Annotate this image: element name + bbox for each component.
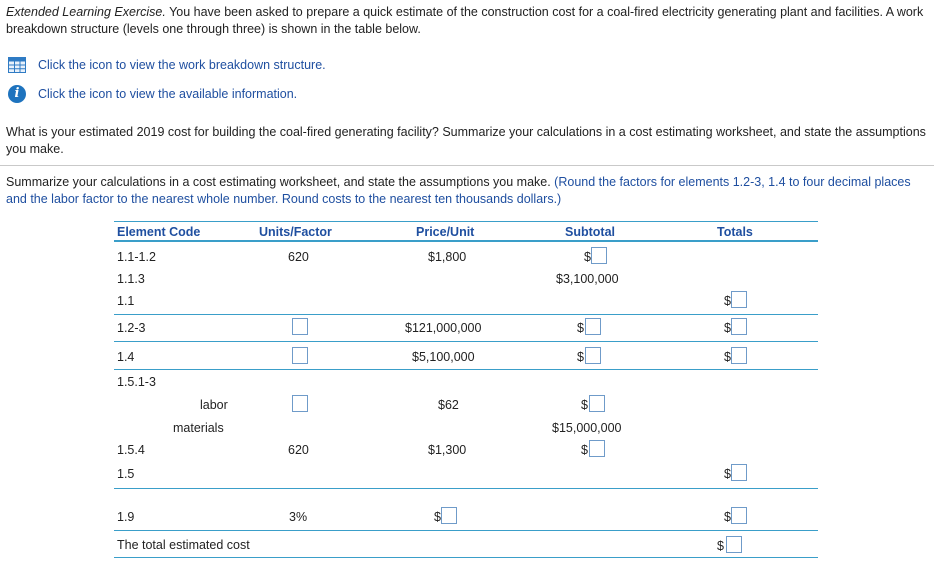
- dollar-sign: $: [577, 321, 584, 335]
- row-code: 1.4: [117, 350, 135, 364]
- divider: [0, 165, 934, 166]
- row-rule: [114, 341, 818, 342]
- intro-body: You have been asked to prepare a quick estimate of the construction cost for a coal-fired electricity generating plant and facilities. A work breakdown structure (levels one through three) is shown in the table below.: [6, 5, 924, 36]
- total-input-1-1[interactable]: [731, 291, 747, 308]
- row-code: 1.1-1.2: [117, 250, 156, 264]
- dollar-sign: $: [581, 443, 588, 457]
- header-rule: [114, 240, 818, 242]
- info-link[interactable]: Click the icon to view the available information.: [38, 87, 298, 101]
- row-units: 620: [288, 250, 309, 264]
- row-price: $121,000,000: [405, 321, 482, 335]
- header-price-unit: Price/Unit: [416, 225, 475, 239]
- wbs-link[interactable]: Click the icon to view the work breakdown structure.: [38, 58, 326, 72]
- row-subtotal: $3,100,000: [556, 272, 619, 286]
- row-code: 1.5.4: [117, 443, 145, 457]
- row-rule: [114, 314, 818, 315]
- row-units: 3%: [289, 510, 308, 524]
- total-input-1-9[interactable]: [731, 507, 747, 524]
- header-totals: Totals: [717, 225, 753, 239]
- dollar-sign: $: [581, 398, 588, 412]
- total-input-1-2-3[interactable]: [731, 318, 747, 335]
- question-text: What is your estimated 2019 cost for building the coal-fired generating facility? Summarize your calculations in a cost estimating worksheet, and state the assumptions you make.: [6, 125, 926, 156]
- subtotal-input-1-4[interactable]: [585, 347, 601, 364]
- table-grid-icon[interactable]: [8, 57, 26, 73]
- row-code: materials: [173, 421, 224, 435]
- row-rule: [114, 530, 818, 531]
- header-units-factor: Units/Factor: [259, 225, 332, 239]
- header-subtotal: Subtotal: [565, 225, 615, 239]
- row-price: $1,300: [428, 443, 467, 457]
- row-rule: [114, 488, 818, 489]
- instruction-note: (Round the factors for elements 1.2-3, 1.4 to four decimal places and the labor factor to the nearest whole number. Round costs to the nearest ten thousands dollars.): [6, 175, 911, 206]
- row-code: 1.5.1-3: [117, 375, 156, 389]
- dollar-sign: $: [724, 510, 731, 524]
- table-top-rule: [114, 221, 818, 222]
- row-price: $1,800: [428, 250, 467, 264]
- factor-input-1-4[interactable]: [292, 347, 308, 364]
- instruction-main: Summarize your calculations in a cost estimating worksheet, and state the assumptions you make.: [6, 175, 551, 189]
- subtotal-input-1-5-4[interactable]: [589, 440, 605, 457]
- total-input-1-5[interactable]: [731, 464, 747, 481]
- intro-text: [6, 4, 928, 38]
- dollar-sign: $: [434, 510, 441, 524]
- total-estimated-cost-input[interactable]: [726, 536, 742, 553]
- subtotal-input-labor[interactable]: [589, 395, 605, 412]
- subtotal-input-1-1-1-2[interactable]: [591, 247, 607, 264]
- row-code: 1.1.3: [117, 272, 145, 286]
- row-price: $62: [438, 398, 459, 412]
- price-input-1-9[interactable]: [441, 507, 457, 524]
- info-icon[interactable]: i: [8, 85, 26, 103]
- dollar-sign: $: [724, 294, 731, 308]
- row-price: $5,100,000: [412, 350, 475, 364]
- dollar-sign: $: [584, 250, 591, 264]
- dollar-sign: $: [717, 539, 724, 553]
- dollar-sign: $: [724, 467, 731, 481]
- row-code: 1.9: [117, 510, 135, 524]
- instruction-text: [6, 174, 928, 208]
- dollar-sign: $: [724, 321, 731, 335]
- dollar-sign: $: [724, 350, 731, 364]
- header-element-code: Element Code: [117, 225, 201, 239]
- factor-input-1-2-3[interactable]: [292, 318, 308, 335]
- total-label: The total estimated cost: [117, 538, 250, 552]
- row-code: 1.1: [117, 294, 135, 308]
- row-units: 620: [288, 443, 309, 457]
- factor-input-labor[interactable]: [292, 395, 308, 412]
- subtotal-input-1-2-3[interactable]: [585, 318, 601, 335]
- row-subtotal: $15,000,000: [552, 421, 622, 435]
- total-input-1-4[interactable]: [731, 347, 747, 364]
- dollar-sign: $: [577, 350, 584, 364]
- row-code: 1.2-3: [117, 321, 146, 335]
- row-code: labor: [200, 398, 228, 412]
- row-code: 1.5: [117, 467, 135, 481]
- intro-title: Extended Learning Exercise.: [6, 5, 166, 19]
- row-rule: [114, 369, 818, 370]
- table-bottom-rule: [114, 557, 818, 558]
